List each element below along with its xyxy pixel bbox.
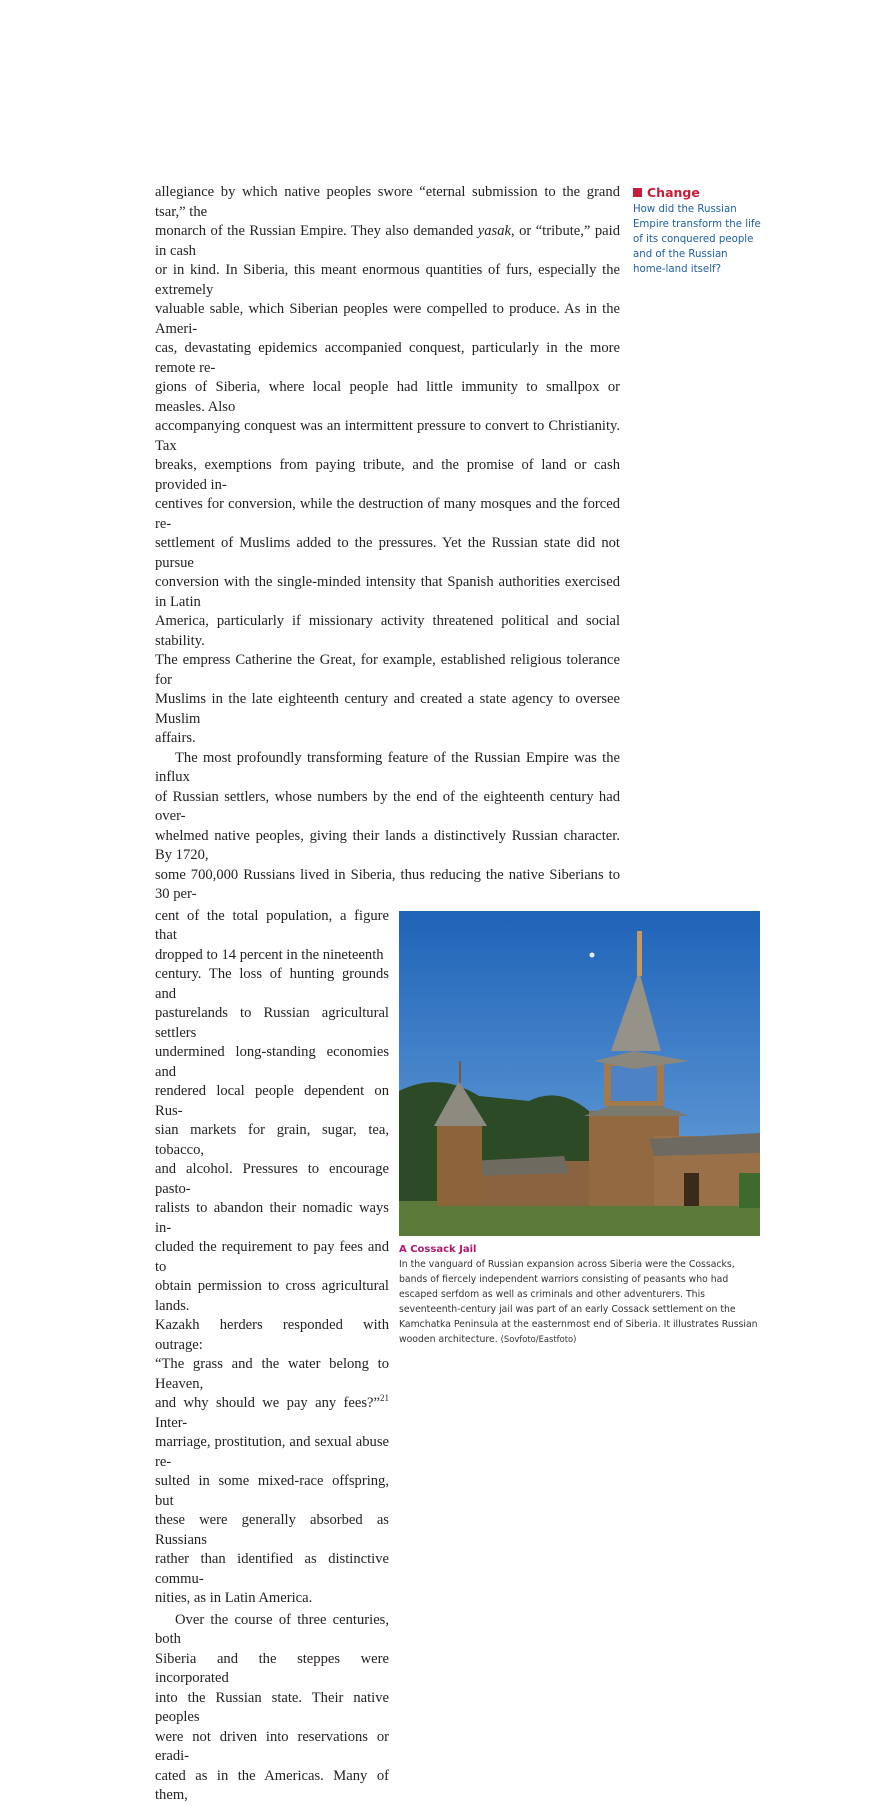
text-line: affairs. bbox=[155, 730, 196, 746]
text-line: marriage, prostitution, and sexual abuse re- bbox=[155, 1434, 389, 1470]
text-line: were not driven into reservations or eradi- bbox=[155, 1728, 389, 1764]
text-line: nities, as in Latin America. bbox=[155, 1590, 313, 1606]
text-line: gions of Siberia, where local people had little immunity to smallpox or measles. Also bbox=[155, 379, 620, 415]
text-and-figure-row bbox=[155, 907, 765, 1806]
text-line: centives for conversion, while the destruction of many mosques and the forced re- bbox=[155, 496, 620, 532]
page-content bbox=[155, 183, 765, 1806]
wrapped-text-tail bbox=[155, 1611, 389, 1806]
figure bbox=[399, 907, 764, 1347]
text-line: sian markets for grain, sugar, tea, tobacco, bbox=[155, 1122, 389, 1158]
wrapped-text-area bbox=[155, 907, 389, 1806]
text-line: Muslims in the late eighteenth century and created a state agency to oversee Muslim bbox=[155, 691, 620, 727]
text-line: or in kind. In Siberia, this meant enormous quantities of furs, especially the extremely bbox=[155, 262, 620, 298]
margin-question bbox=[633, 185, 763, 277]
text-line: cluded the requirement to pay fees and to bbox=[155, 1239, 389, 1275]
text-line: The most profoundly transforming feature of the Russian Empire was the influx bbox=[155, 749, 620, 785]
text-line: Over the course of three centuries, both bbox=[155, 1611, 389, 1647]
text-line: Kazakh herders responded with outrage: bbox=[155, 1317, 389, 1353]
text-line: allegiance by which native peoples swore “eternal submission to the grand tsar,” the bbox=[155, 184, 620, 220]
photo-credit: (Sovfoto/Eastfoto) bbox=[500, 1333, 577, 1344]
text-line: into the Russian state. Their native peoples bbox=[155, 1689, 389, 1725]
text-line: some 700,000 Russians lived in Siberia, thus reducing the native Siberians to 30 per- bbox=[155, 866, 620, 902]
text-line: cas, devastating epidemics accompanied conquest, particularly in the more remote re- bbox=[155, 340, 620, 376]
text-line: accompanying conquest was an intermittent pressure to convert to Christianity. Tax bbox=[155, 418, 620, 454]
text-line: whelmed native peoples, giving their lands a distinctively Russian character. By 1720, bbox=[155, 827, 620, 863]
caption-text: In the vanguard of Russian expansion across Siberia were the Cossacks, bands of fiercely independent warriors consisting of peasants who had escaped serfdom as well as criminals and other adventurers. This seventeenth-century jail was part of an early Cossack settlement on the Kamchatka Peninsula at the easternmost end of Siberia. It illustrates Russian wooden architecture. bbox=[399, 1258, 758, 1345]
wrapped-text-column bbox=[155, 907, 389, 1609]
text-line: Siberia and the steppes were incorporated bbox=[155, 1650, 389, 1686]
text-line: valuable sable, which Siberian peoples were compelled to produce. As in the Ameri- bbox=[155, 301, 620, 337]
text-line: undermined long-standing economies and bbox=[155, 1044, 389, 1080]
text-line: cent of the total population, a figure that bbox=[155, 907, 389, 943]
text-line: sulted in some mixed-race offspring, but bbox=[155, 1473, 389, 1509]
text-line: these were generally absorbed as Russians bbox=[155, 1512, 389, 1548]
text-line: pasturelands to Russian agricultural settlers bbox=[155, 1005, 389, 1041]
text-line: The empress Catherine the Great, for example, established religious tolerance for bbox=[155, 652, 620, 688]
text-line: monarch of the Russian Empire. They also demanded yasak, or “tribute,” paid in cash bbox=[155, 223, 620, 259]
text-line: ralists to abandon their nomadic ways in- bbox=[155, 1200, 389, 1236]
square-bullet-icon bbox=[633, 188, 642, 197]
text-line: rather than identified as distinctive commu- bbox=[155, 1551, 389, 1587]
text-line: dropped to 14 percent in the nineteenth bbox=[155, 946, 384, 963]
text-line: cated as in the Americas. Many of them, bbox=[155, 1767, 389, 1803]
text-line: and why should we pay any fees?”$^{21}$ Inter- bbox=[155, 1393, 389, 1431]
margin-heading: Change bbox=[647, 185, 700, 200]
text-line: rendered local people dependent on Rus- bbox=[155, 1083, 389, 1119]
text-line: settlement of Muslims added to the pressures. Yet the Russian state did not pursue bbox=[155, 535, 620, 571]
text-line: “The grass and the water belong to Heaven, bbox=[155, 1356, 389, 1392]
text-line: obtain permission to cross agricultural lands. bbox=[155, 1278, 389, 1314]
text-line: America, particularly if missionary activity threatened political and social stability. bbox=[155, 613, 620, 649]
text-line: conversion with the single-minded intensity that Spanish authorities exercised in Latin bbox=[155, 574, 620, 610]
figure-title: A Cossack Jail bbox=[399, 1243, 477, 1255]
text-line: breaks, exemptions from paying tribute, and the promise of land or cash provided in- bbox=[155, 457, 620, 493]
figure-caption bbox=[399, 1242, 764, 1347]
cossack-jail-photo bbox=[399, 911, 760, 1236]
text-line: of Russian settlers, whose numbers by the end of the eighteenth century had over- bbox=[155, 788, 620, 824]
main-text-column bbox=[155, 183, 620, 905]
margin-question-text: How did the Russian Empire transform the life of its conquered people and of the Russian home-land itself? bbox=[633, 204, 761, 275]
text-line: and alcohol. Pressures to encourage pasto- bbox=[155, 1161, 389, 1197]
text-line: century. The loss of hunting grounds and bbox=[155, 966, 389, 1002]
